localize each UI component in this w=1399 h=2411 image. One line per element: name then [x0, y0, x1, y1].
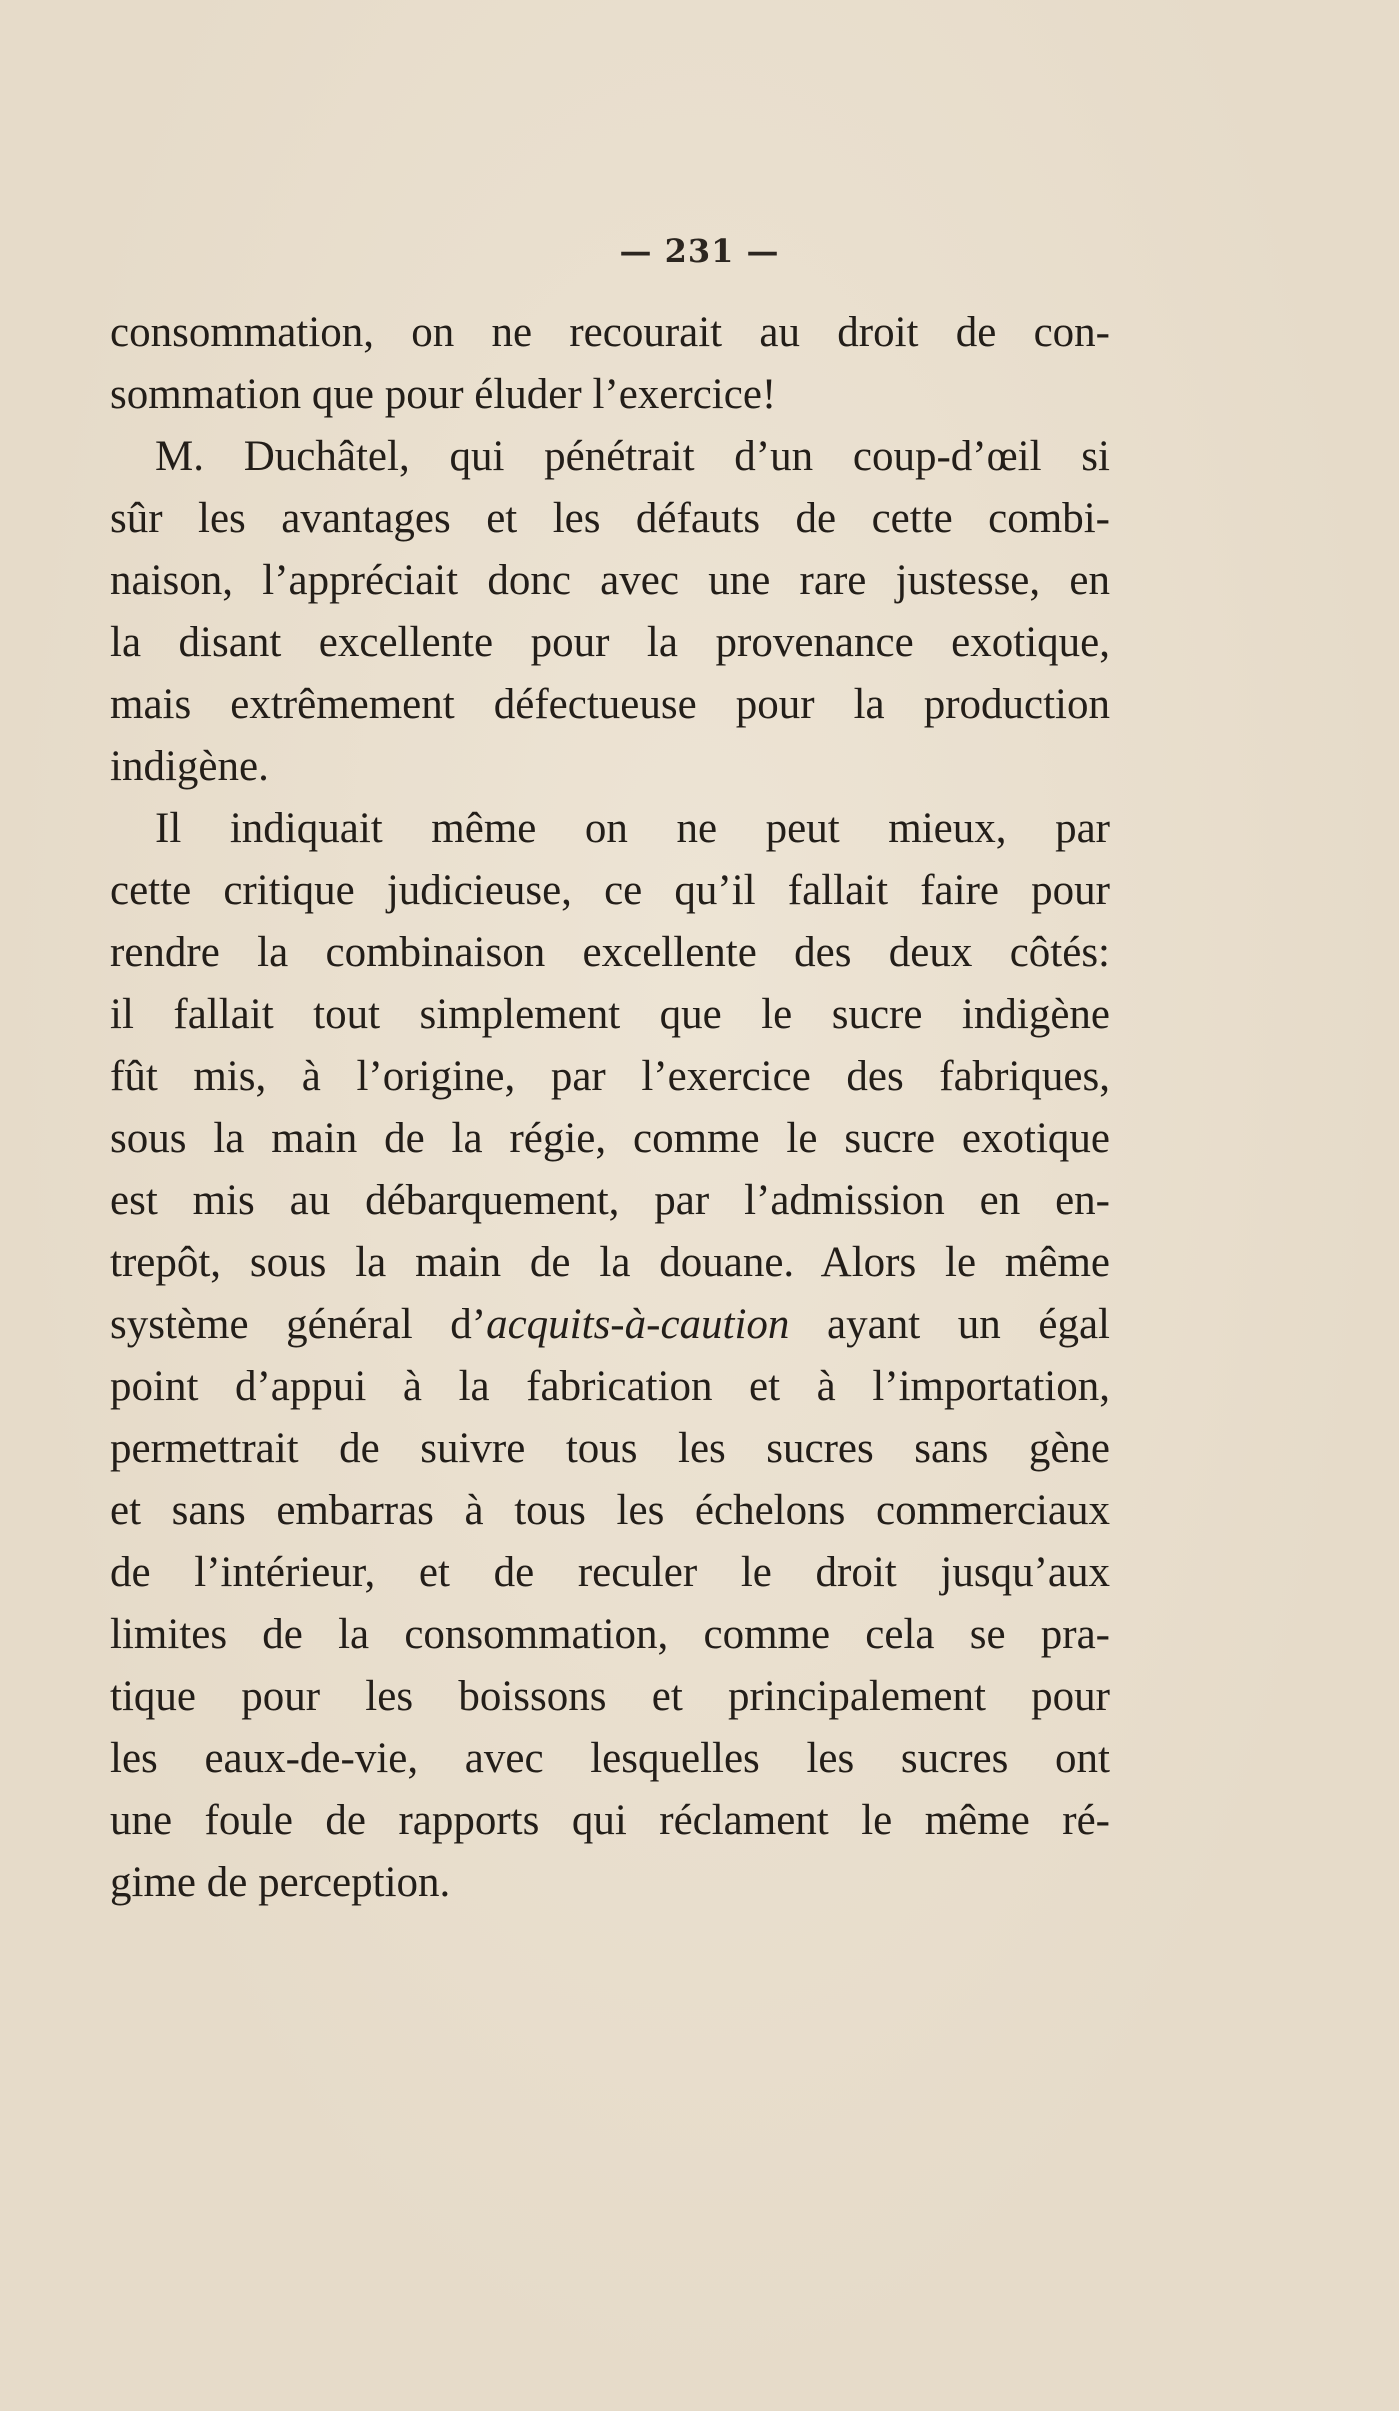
text-line: trepôt, sous la main de la douane. Alors le même — [110, 1239, 1110, 1286]
text-line: la disant excellente pour la provenance exotique, — [110, 619, 1110, 666]
text-line: fût mis, à l’origine, par l’exercice des fabriques, — [110, 1053, 1110, 1100]
text-line: est mis au débarquement, par l’admission en en- — [110, 1177, 1110, 1224]
text-line: cette critique judicieuse, ce qu’il fallait faire pour — [110, 867, 1110, 914]
text-line: limites de la consommation, comme cela se pra- — [110, 1611, 1110, 1658]
text-line: et sans embarras à tous les échelons commerciaux — [110, 1487, 1110, 1534]
text-line: naison, l’appréciait donc avec une rare justesse, en — [110, 557, 1110, 604]
text-line: système général d’acquits-à-caution ayant un égal — [110, 1301, 1110, 1348]
text-line: de l’intérieur, et de reculer le droit jusqu’aux — [110, 1549, 1110, 1596]
text-line: sûr les avantages et les défauts de cette combi- — [110, 495, 1110, 542]
text-line: consommation, on ne recourait au droit de con- — [110, 309, 1110, 356]
text-line: une foule de rapports qui réclament le même ré- — [110, 1797, 1110, 1844]
body-text — [110, 302, 1110, 1914]
text-line: mais extrêmement défectueuse pour la production — [110, 681, 1110, 728]
text-line: indigène. — [110, 743, 269, 790]
text-line: Il indiquait même on ne peut mieux, par — [155, 805, 1110, 852]
text-line: il fallait tout simplement que le sucre indigène — [110, 991, 1110, 1038]
text-line: sous la main de la régie, comme le sucre exotique — [110, 1115, 1110, 1162]
italic-phrase: acquits-à-caution — [486, 1301, 790, 1348]
text-line: sommation que pour éluder l’exercice! — [110, 371, 777, 418]
text-line: tique pour les boissons et principalement pour — [110, 1673, 1110, 1720]
text-line: rendre la combinaison excellente des deux côtés: — [110, 929, 1110, 976]
text-line: permettrait de suivre tous les sucres sans gène — [110, 1425, 1110, 1472]
text-line: les eaux-de-vie, avec lesquelles les sucres ont — [110, 1735, 1110, 1782]
text-line: M. Duchâtel, qui pénétrait d’un coup-d’œil si — [155, 433, 1110, 480]
text-line: point d’appui à la fabrication et à l’importation, — [110, 1363, 1110, 1410]
page-number: — 231 — — [619, 232, 780, 270]
text-line: gime de perception. — [110, 1859, 451, 1906]
